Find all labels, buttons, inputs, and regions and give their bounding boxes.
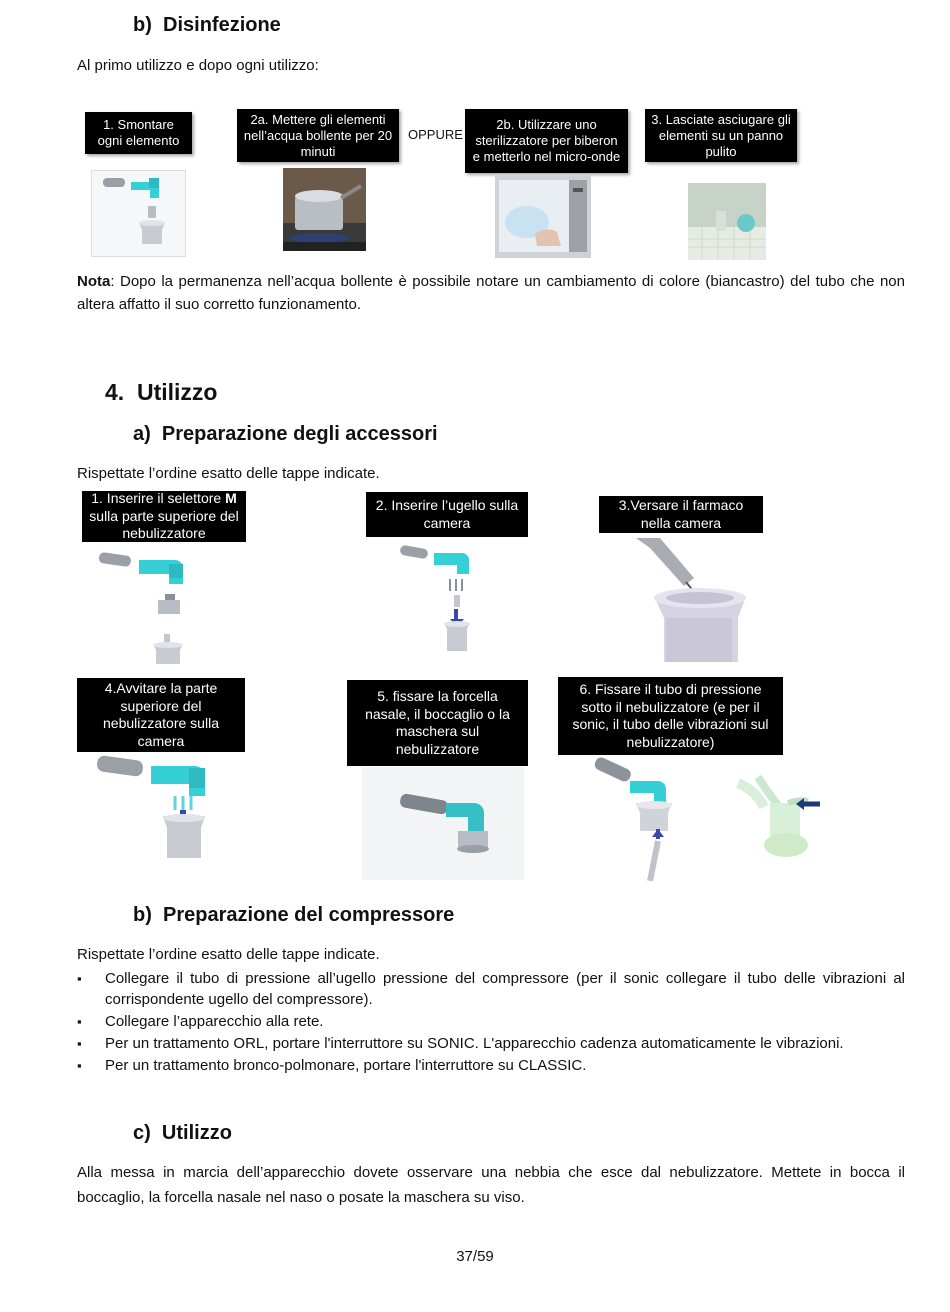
compressor-steps-list xyxy=(77,968,905,1077)
microwave-image xyxy=(495,174,591,258)
selector-insert-image xyxy=(95,548,195,670)
vibration-tube-image xyxy=(734,773,824,865)
step-caption-sterilizer: 2b. Utilizzare uno sterilizzatore per biberon e metterlo nel micro-onde xyxy=(465,109,628,173)
chapter-title: Utilizzo xyxy=(136,379,218,405)
utilization-text: Alla messa in marcia dell’apparecchio dovete osservare una nebbia che esce dal nebulizzatore. Mettete in bocca il boccaglio, la forcella nasale nel naso o posate la maschera su viso. xyxy=(77,1164,905,1206)
accessory-step-5-caption: 5. fissare la forcella nasale, il boccaglio o la maschera sul nebulizzatore xyxy=(347,680,528,766)
list-item: ▪ Collegare l’apparecchio alla rete. xyxy=(77,1011,905,1032)
note-text: : Dopo la permanenza nell’acqua bollente è possibile notare un cambiamento di colore (biancastro) del tubo che non altera affatto il suo corretto funzionamento. xyxy=(77,273,905,313)
list-item: ▪ Collegare il tubo di pressione all’ugello pressione del compressore (per il sonic collegare il tubo delle vibrazioni al corrispondente ugello del compressore). xyxy=(77,968,905,1010)
accessories-intro: Rispettate l’ordine esatto delle tappe indicate. xyxy=(77,465,380,482)
heading-letter: c) xyxy=(133,1122,151,1144)
section-heading-disinfection xyxy=(133,14,281,37)
accessory-step-4-caption: 4.Avvitare la parte superiore del nebulizzatore sulla camera xyxy=(77,678,245,752)
accessory-step-1-caption xyxy=(82,491,246,542)
pressure-tube-image xyxy=(590,757,690,881)
heading-text: Preparazione del compressore xyxy=(163,904,455,926)
drying-cloth-image xyxy=(688,183,766,260)
nozzle-insert-image xyxy=(398,543,478,658)
list-item: ▪ Per un trattamento ORL, portare l'interruttore su SONIC. L'apparecchio cadenza automaticamente le vibrazioni. xyxy=(77,1033,905,1054)
compressor-intro: Rispettate l’ordine esatto delle tappe indicate. xyxy=(77,946,380,963)
accessory-step-3-caption: 3.Versare il farmaco nella camera xyxy=(599,496,763,533)
section-heading-utilization xyxy=(133,1122,232,1145)
selector-letter: M xyxy=(225,490,237,507)
disassembled-parts-image xyxy=(91,170,186,257)
chapter-heading xyxy=(105,379,217,406)
chapter-number: 4. xyxy=(105,379,125,405)
heading-letter: b) xyxy=(133,904,152,926)
note-label: Nota xyxy=(77,273,111,290)
screw-top-image xyxy=(93,752,218,870)
mouthpiece-image xyxy=(362,767,524,880)
heading-text: Preparazione degli accessori xyxy=(161,423,438,445)
heading-letter: b) xyxy=(133,14,152,36)
list-item: ▪ Per un trattamento bronco-polmonare, portare l'interruttore su CLASSIC. xyxy=(77,1055,905,1076)
heading-text: Utilizzo xyxy=(161,1122,232,1144)
caption-text: sulla parte superiore del nebulizzatore xyxy=(89,507,239,542)
section-heading-compressor xyxy=(133,904,454,927)
boiling-pot-image xyxy=(283,168,366,251)
heading-text: Disinfezione xyxy=(163,14,281,36)
heading-letter: a) xyxy=(133,423,151,445)
section-heading-accessories xyxy=(133,423,438,446)
caption-text: 1. Inserire il selettore xyxy=(91,490,226,507)
disinfection-intro: Al primo utilizzo e dopo ogni utilizzo: xyxy=(77,57,319,74)
disinfection-note xyxy=(77,270,905,316)
pour-medicine-image xyxy=(636,538,748,662)
step-caption-drying: 3. Lasciate asciugare gli elementi su un panno pulito xyxy=(645,109,797,162)
accessory-step-6-caption: 6. Fissare il tubo di pressione sotto il nebulizzatore (e per il sonic, il tubo delle vibrazioni sul nebulizzatore) xyxy=(558,677,783,755)
page-number: 37/59 xyxy=(456,1248,494,1265)
or-label: OPPURE xyxy=(408,127,463,142)
accessory-step-2-caption: 2. Inserire l’ugello sulla camera xyxy=(366,492,528,537)
step-caption-boiling: 2a. Mettere gli elementi nell’acqua bollente per 20 minuti xyxy=(237,109,399,162)
step-caption-disassemble: 1. Smontare ogni elemento xyxy=(85,112,192,154)
